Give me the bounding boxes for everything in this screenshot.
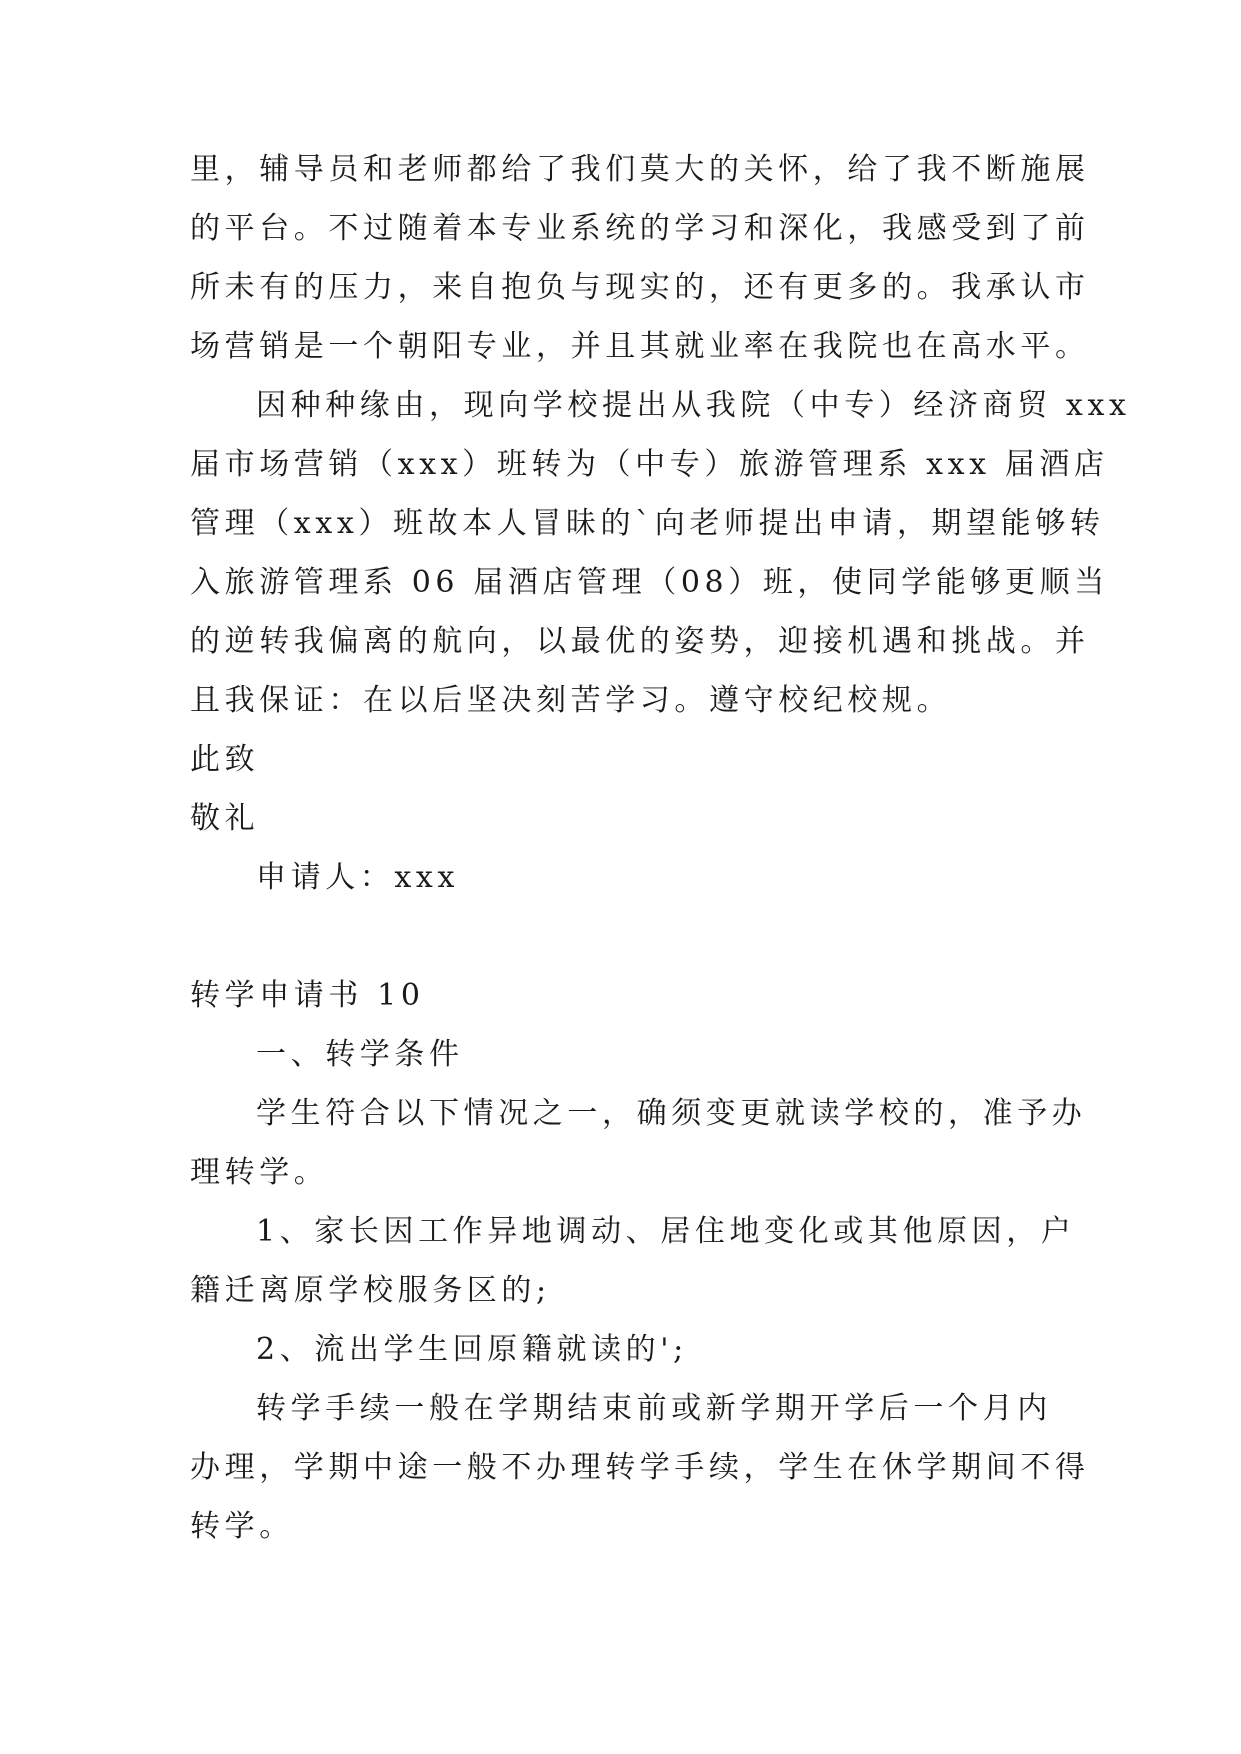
body-line: 籍迁离原学校服务区的; — [190, 1273, 551, 1308]
body-line: 所未有的压力，来自抱负与现实的，还有更多的。我承认市 — [190, 270, 1090, 305]
section-title: 转学申请书 10 — [190, 978, 425, 1013]
section-heading: 一、转学条件 — [256, 1037, 464, 1072]
body-line: 转学。 — [190, 1509, 294, 1544]
body-line: 办理，学期中途一般不办理转学手续，学生在休学期间不得 — [190, 1450, 1090, 1485]
body-line: 场营销是一个朝阳专业，并且其就业率在我院也在高水平。 — [190, 329, 1090, 364]
body-line: 且我保证：在以后坚决刻苦学习。遵守校纪校规。 — [190, 683, 952, 718]
body-line: 理转学。 — [190, 1155, 329, 1190]
list-item-2: 2、流出学生回原籍就读的'; — [256, 1332, 688, 1367]
applicant-signature: 申请人：xxx — [256, 860, 459, 895]
paragraph-start-line: 学生符合以下情况之一，确须变更就读学校的，准予办 — [256, 1096, 1087, 1131]
body-line: 的逆转我偏离的航向，以最优的姿势，迎接机遇和挑战。并 — [190, 624, 1090, 659]
paragraph-start-line: 转学手续一般在学期结束前或新学期开学后一个月内 — [256, 1391, 1052, 1426]
list-item-1: 1、家长因工作异地调动、居住地变化或其他原因，户 — [256, 1214, 1076, 1249]
paragraph-start-line: 因种种缘由，现向学校提出从我院（中专）经济商贸 xxx — [256, 388, 1131, 423]
closing-salutation: 此致 — [190, 742, 260, 777]
body-line: 的平台。不过随着本专业系统的学习和深化，我感受到了前 — [190, 211, 1090, 246]
body-line: 届市场营销（xxx）班转为（中专）旅游管理系 xxx 届酒店 — [190, 447, 1109, 482]
body-line: 管理（xxx）班故本人冒昧的`向老师提出申请，期望能够转 — [190, 506, 1105, 541]
closing-regards: 敬礼 — [190, 801, 260, 836]
body-line: 入旅游管理系 06 届酒店管理（08）班，使同学能够更顺当 — [190, 565, 1109, 600]
body-line: 里，辅导员和老师都给了我们莫大的关怀，给了我不断施展 — [190, 152, 1090, 187]
